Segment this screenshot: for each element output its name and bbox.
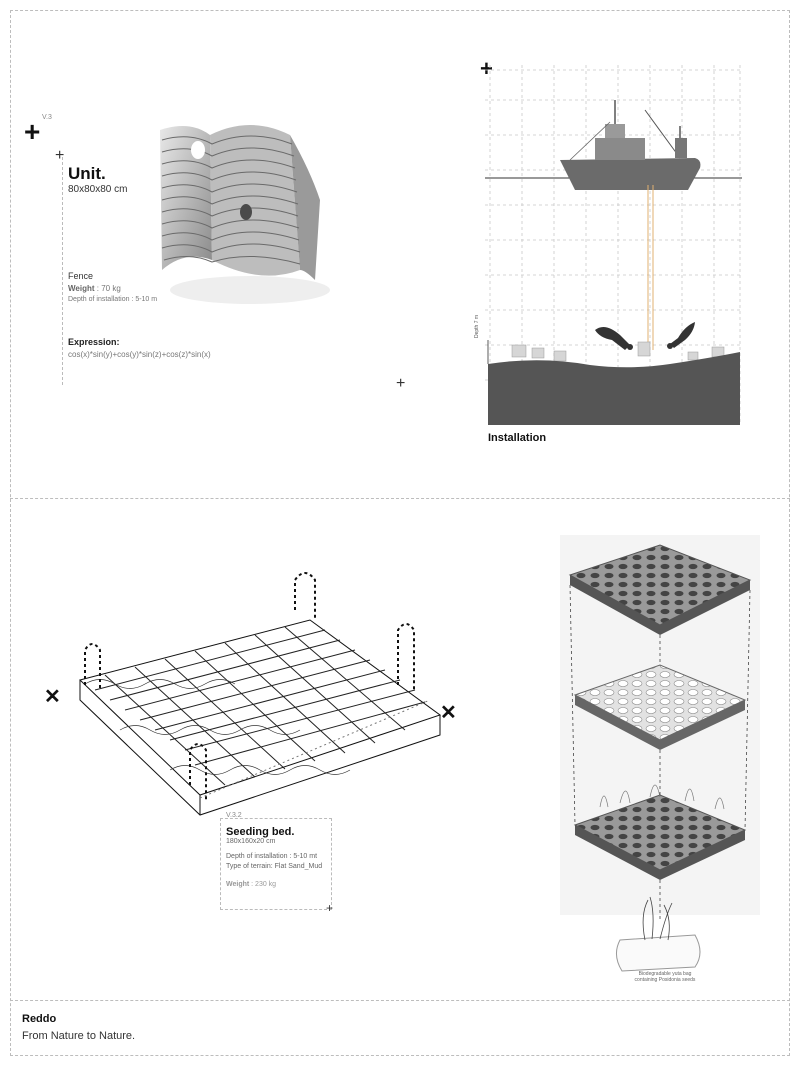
- plus-icon: +: [480, 56, 493, 81]
- seeding-bed-terrain: Type of terrain: Flat Sand_Mud: [226, 863, 323, 870]
- plus-icon: +: [24, 116, 41, 147]
- plus-icon: +: [326, 901, 334, 915]
- unit-weight: [68, 284, 121, 294]
- unit-title: Unit.: [68, 164, 106, 183]
- diver-icon: [595, 327, 633, 350]
- unit-weight-value: : 70 kg: [96, 284, 121, 293]
- unit-dimensions: 80x80x80 cm: [68, 184, 128, 195]
- bag-caption-line1: Biodegradable yuta bag: [638, 971, 692, 977]
- section-divider-footer: [10, 1000, 790, 1001]
- unit-expression: cos(x)*sin(y)+cos(y)*sin(z)+cos(z)*sin(x): [68, 350, 211, 359]
- bag-caption: [620, 971, 710, 983]
- unit-version: V.3: [42, 114, 52, 121]
- cross-icon: ✕: [440, 702, 457, 724]
- unit-category: Fence: [68, 271, 94, 281]
- depth-label: Depth 7 m: [474, 314, 480, 338]
- exploded-layers-image: [560, 535, 760, 975]
- cross-icon: ✕: [44, 686, 61, 708]
- section-divider-top: [10, 498, 790, 499]
- seeding-bed-drawing: [70, 570, 450, 820]
- unit-weight-label: Weight: [68, 284, 95, 293]
- installation-title: Installation: [488, 432, 547, 444]
- seeding-bed-depth: Depth of installation : 5-10 mt: [226, 853, 318, 860]
- bag-caption-line2: containing Posidonia seeds: [634, 977, 696, 983]
- plus-icon: +: [396, 375, 406, 392]
- unit-render-image: [150, 110, 330, 310]
- unit-expression-label: Expression:: [68, 337, 120, 347]
- footer-title: Reddo: [22, 1013, 57, 1025]
- installation-diagram: [480, 56, 745, 430]
- plus-icon: +: [55, 147, 65, 164]
- seeding-bed-weight-value: : 230 kg: [251, 881, 277, 888]
- ship-icon: [560, 100, 700, 190]
- seeding-bed-version: V.3.2: [226, 812, 242, 819]
- seeding-bed-dimensions: 180x160x20 cm: [226, 838, 276, 845]
- footer-subtitle: From Nature to Nature.: [22, 1030, 136, 1042]
- seeding-bed-weight-label: Weight: [226, 881, 250, 888]
- seeding-bed-title: Seeding bed.: [226, 826, 295, 838]
- seeding-bed-weight: [226, 881, 276, 888]
- unit-depth: Depth of installation : 5-10 m: [68, 296, 158, 303]
